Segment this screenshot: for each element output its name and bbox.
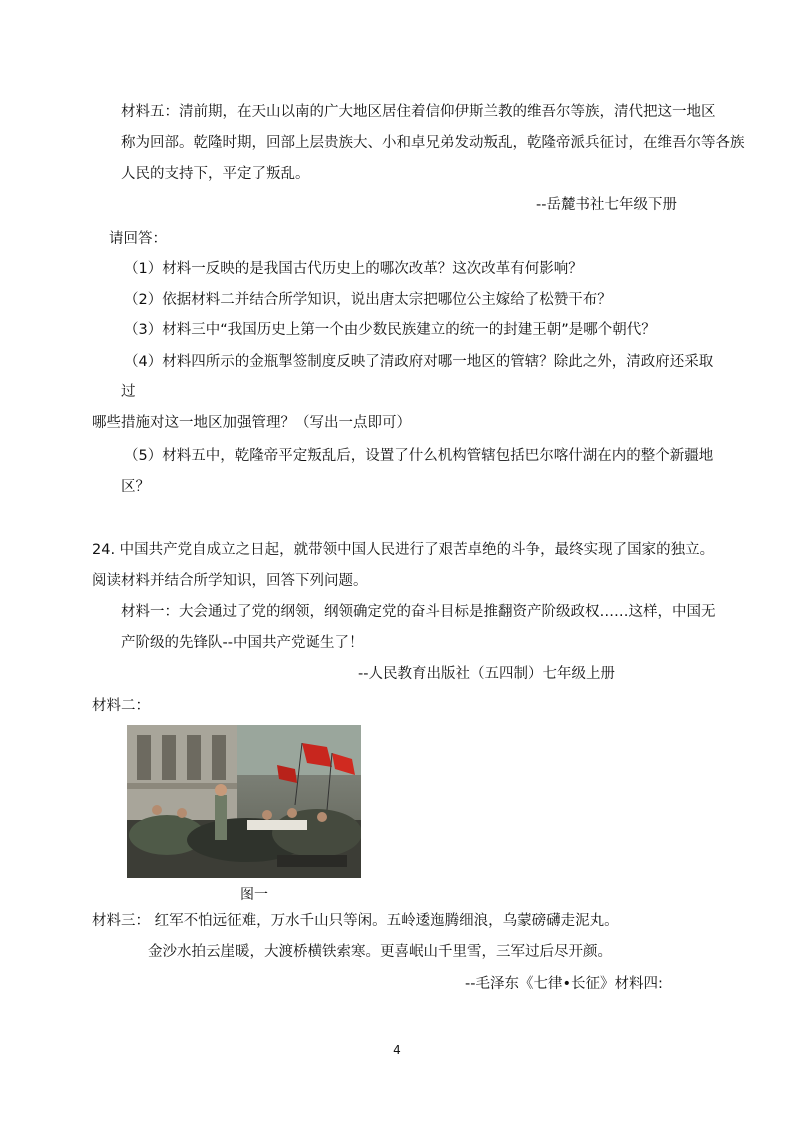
material5-line1: 材料五：清前期，在天山以南的广大地区居住着信仰伊斯兰教的维吾尔等族，清代把这一地区 [121,104,716,120]
question-prompt: 请回答： [109,231,167,247]
question-4-line1: （4）材料四所示的金瓶掣签制度反映了清政府对哪一地区的管辖？除此之外，清政府还采取 [124,354,714,370]
material5-source: --岳麓书社七年级下册 [536,197,677,213]
material1-line1: 材料一：大会通过了党的纲领，纲领确定党的奋斗目标是推翻资产阶级政权……这样，中国无 [121,604,716,620]
question-2: （2）依据材料二并结合所学知识，说出唐太宗把哪位公主嫁给了松赞干布？ [124,292,612,308]
material3-line2: 金沙水拍云崖暖，大渡桥横铁索寒。更喜岷山千里雪，三军过后尽开颜。 [148,944,612,960]
question-5-line2: 区？ [121,479,150,495]
material1-source: --人民教育出版社（五四制）七年级上册 [358,666,615,682]
page-number: 4 [393,1043,401,1057]
question-3: （3）材料三中“我国历史上第一个由少数民族建立的统一的封建王朝”是哪个朝代？ [124,322,656,338]
material2-label: 材料二： [92,698,150,714]
material5-line2: 称为回部。乾隆时期，回部上层贵族大、小和卓兄弟发动叛乱，乾隆帝派兵征讨，在维吾尔等各族 [121,135,745,151]
question-4-line2: 过 [121,384,136,400]
q24-line2: 阅读材料并结合所学知识，回答下列问题。 [92,573,368,589]
question-4-line3: 哪些措施对这一地区加强管理？（写出一点即可） [92,415,411,431]
q24-line1: 24. 中国共产党自成立之日起，就带领中国人民进行了艰苦卓绝的斗争，最终实现了国家的独立。 [92,542,715,558]
question-1: （1）材料一反映的是我国古代历史上的哪次改革？这次改革有何影响？ [124,261,583,277]
material5-line3: 人民的支持下，平定了叛乱。 [121,166,310,182]
material1-line2: 产阶级的先锋队--中国共产党诞生了！ [121,635,364,651]
question-5-line1: （5）材料五中，乾隆帝平定叛乱后，设置了什么机构管辖包括巴尔喀什湖在内的整个新疆地 [124,448,714,464]
figure-caption: 图一 [240,887,268,903]
material3-line1: 材料三： 红军不怕远征难，万水千山只等闲。五岭逶迤腾细浪，乌蒙磅礴走泥丸。 [92,913,619,929]
material3-source: --毛泽东《七律•长征》材料四: [465,976,663,992]
revolution-painting-image [127,725,361,878]
